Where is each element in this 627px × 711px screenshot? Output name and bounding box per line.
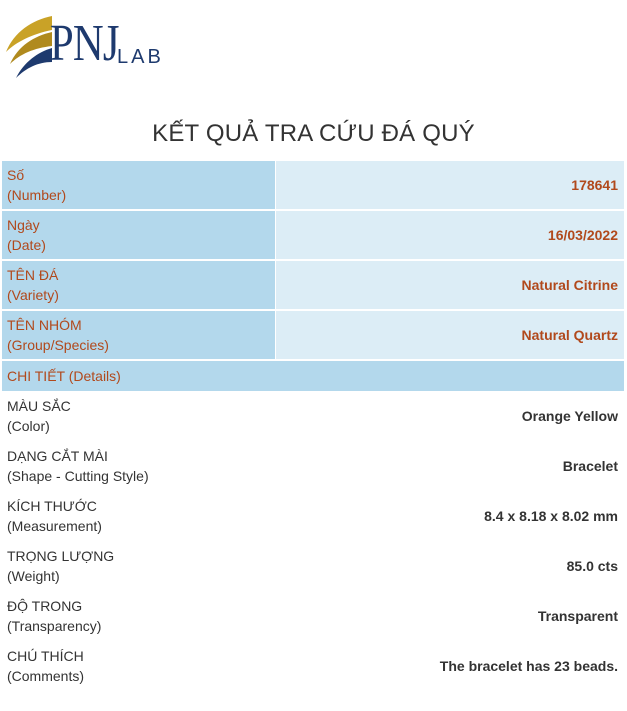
label-en: (Variety)	[7, 287, 59, 303]
pnj-lab-logo	[0, 0, 165, 100]
row-shape	[2, 441, 624, 491]
label-vi: KÍCH THƯỚC	[7, 498, 97, 514]
section-title: CHI TIẾT (Details)	[2, 360, 624, 391]
logo-brand: PNJ	[50, 15, 119, 72]
label-en: (Color)	[7, 418, 50, 434]
page-title: KẾT QUẢ TRA CỨU ĐÁ QUÝ	[152, 120, 475, 147]
label-vi: TÊN ĐÁ	[7, 267, 59, 283]
label-en: (Number)	[7, 187, 67, 203]
row-transparency	[2, 591, 624, 641]
label-vi: ĐỘ TRONG	[7, 598, 83, 614]
label-en: (Measurement)	[7, 518, 102, 534]
value-variety: Natural Citrine	[276, 260, 625, 310]
value-weight: 85.0 cts	[566, 558, 618, 574]
value-date: 16/03/2022	[276, 210, 625, 260]
row-comments	[2, 641, 624, 691]
label-en: (Shape - Cutting Style)	[7, 468, 149, 484]
value-measurement: 8.4 x 8.18 x 8.02 mm	[484, 508, 618, 524]
row-date	[2, 210, 624, 260]
row-variety	[2, 260, 624, 310]
label-vi: Ngày	[7, 217, 40, 233]
label-en: (Date)	[7, 237, 46, 253]
value-shape: Bracelet	[562, 458, 618, 474]
row-weight	[2, 541, 624, 591]
value-number: 178641	[276, 161, 625, 210]
row-group	[2, 310, 624, 360]
label-vi: TÊN NHÓM	[7, 317, 82, 333]
value-color: Orange Yellow	[521, 408, 618, 424]
label-en: (Comments)	[7, 668, 85, 684]
gem-result-table	[2, 161, 624, 691]
label-en: (Group/Species)	[7, 337, 109, 353]
label-vi: Số	[7, 167, 25, 183]
label-en: (Weight)	[7, 568, 60, 584]
section-details-header	[2, 360, 624, 391]
label-vi: CHÚ THÍCH	[7, 648, 84, 664]
logo-sub: LAB	[117, 46, 164, 68]
label-vi: DẠNG CẮT MÀI	[7, 448, 108, 464]
row-number	[2, 161, 624, 210]
value-comments: The bracelet has 23 beads.	[439, 658, 618, 674]
pnj-wing-icon	[2, 12, 54, 92]
row-measurement	[2, 491, 624, 541]
label-en: (Transparency)	[7, 618, 102, 634]
value-group: Natural Quartz	[276, 310, 625, 360]
row-color	[2, 391, 624, 441]
label-vi: MÀU SẮC	[7, 398, 71, 414]
value-transparency: Transparent	[537, 608, 618, 624]
label-vi: TRỌNG LƯỢNG	[7, 548, 115, 564]
